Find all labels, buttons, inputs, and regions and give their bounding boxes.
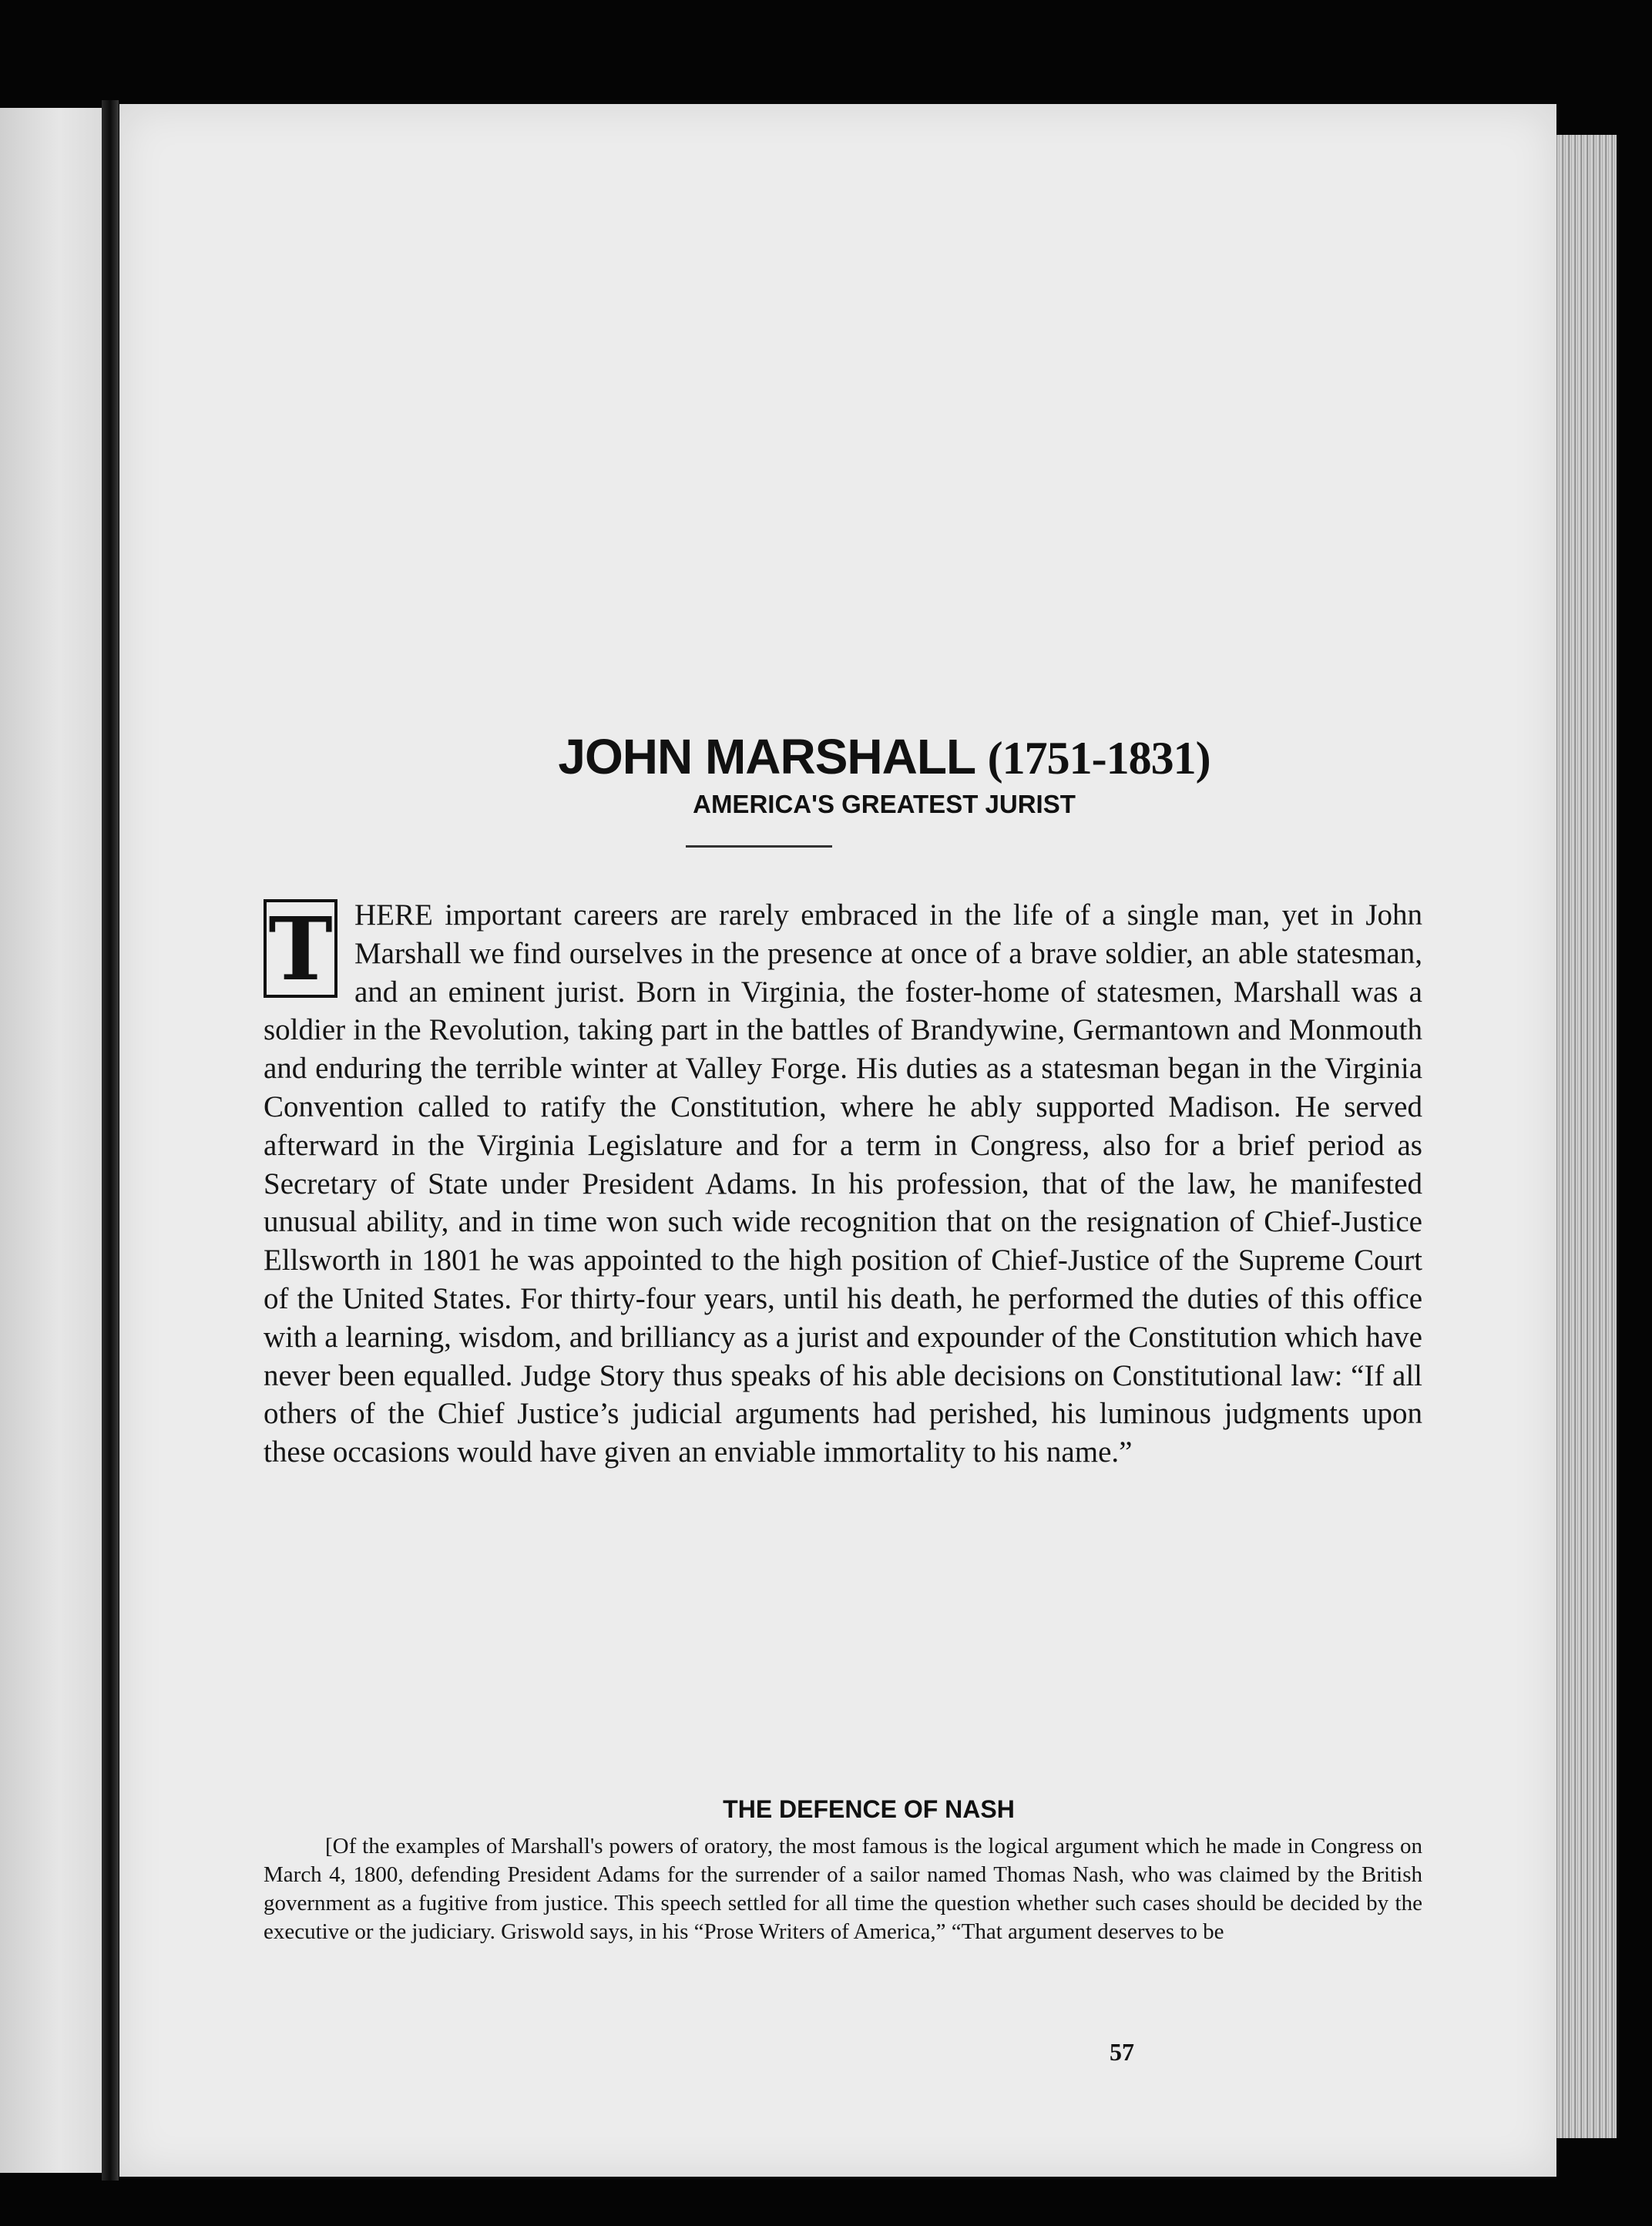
book-page [119, 104, 1556, 2177]
section-note: [Of the examples of Marshall's powers of oratory, the most famous is the logical argument which he made in Congress on March 4, 1800, defending President Adams for the surrender of a sailor named Thomas Nash, who was claimed by the British government as a fugitive from justice. This speech settled for all time the question whether such cases should be decided by the executive or the judiciary. Griswold says, in his “Prose Writers of America,” “That argument deserves to be [264, 1834, 1422, 1944]
drop-cap: T [264, 899, 337, 998]
title-block [119, 728, 1556, 819]
article-body [264, 896, 1422, 1472]
article-text: HERE important careers are rarely embraced in the life of a single man, yet in John Marshall we find ourselves in the presence at once of a brave soldier, an able statesman, and an eminent jurist. Born in Virginia, the foster-home of statesmen, Marshall was a soldier in the Revolution, taking part in the battles of Brandywine, Germantown and Monmouth and enduring the terrible winter at Valley Forge. His duties as a statesman began in the Virginia Convention called to ratify the Constitution, where he ably supported Madison. He served afterward in the Virginia Legislature and for a term in Congress, also for a brief period as Secretary of State under President Adams. In his profession, that of the law, he manifested unusual ability, and in time won such wide recognition that on the resignation of Chief-Justice Ellsworth in 1801 he was appointed to the high position of Chief-Justice of the Supreme Court of the United States. For thirty-four years, until his death, he performed the duties of this office with a learning, wisdom, and brilliancy as a jurist and expounder of the Constitution which have never been equalled. Judge Story thus speaks of his able decisions on Constitutional law: “If all others of the Chief Justice’s judicial arguments had perished, his luminous judgments upon these occasions would have given an enviable immortality to his name.” [264, 898, 1422, 1469]
page-subtitle: AMERICA'S GREATEST JURIST [693, 790, 1076, 818]
facing-page-edge [0, 108, 108, 2173]
title-divider [686, 845, 832, 848]
title-name: JOHN MARSHALL [558, 729, 975, 784]
book-gutter [102, 100, 119, 2181]
page-title [212, 728, 1556, 785]
section-heading: THE DEFENCE OF NASH [723, 1795, 1015, 1823]
page-number: 57 [1110, 2038, 1134, 2066]
title-dates: (1751-1831) [987, 733, 1210, 784]
